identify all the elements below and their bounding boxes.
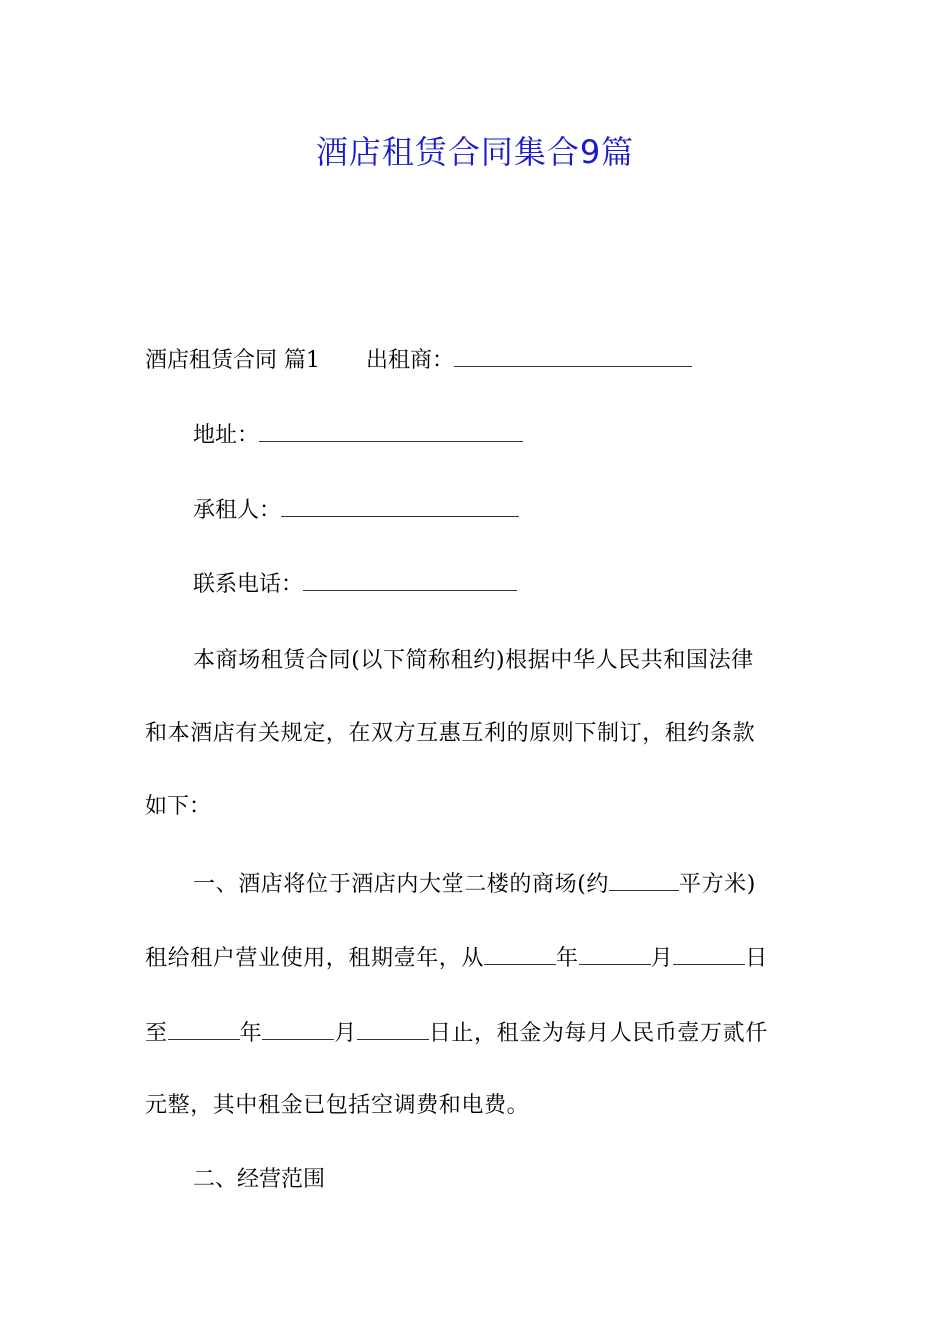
intro-line-2: 和本酒店有关规定，在双方互惠互利的原则下制订，租约条款: [145, 721, 756, 746]
end-month-blank: [262, 1015, 334, 1040]
clause1-line-1: [193, 866, 756, 902]
year-label: 年: [239, 1021, 263, 1046]
end-day-blank: [357, 1015, 429, 1040]
clause1-text: 至: [145, 1021, 168, 1046]
end-year-blank: [168, 1015, 240, 1040]
address-blank: [259, 417, 523, 442]
contract-header-line: [145, 342, 692, 378]
clause1-line-3: [145, 1015, 768, 1051]
start-year-blank: [484, 940, 556, 965]
address-line: [193, 417, 523, 453]
clause1-line-2: [145, 940, 768, 976]
clause1-text: 租给租户营业使用，租期壹年，从: [145, 946, 485, 971]
lessee-label: 承租人：: [193, 498, 282, 523]
lessor-label: 出租商：: [366, 348, 455, 373]
clause1-text: 日止，租金为每月人民币壹万贰仟: [428, 1021, 768, 1046]
clause1-text: 一、酒店将位于酒店内大堂二楼的商场(约: [193, 872, 609, 897]
intro-line-3: 如下：: [145, 794, 212, 819]
document-title: 酒店租赁合同集合9篇: [315, 133, 635, 171]
day-label: 日: [745, 946, 768, 971]
area-blank: [609, 866, 679, 891]
year-label: 年: [556, 946, 579, 971]
start-month-blank: [579, 940, 651, 965]
phone-label: 联系电话：: [193, 572, 304, 597]
clause2-heading: 二、经营范围: [193, 1167, 326, 1192]
lessor-blank: [454, 342, 692, 367]
clause1-line-4: 元整，其中租金已包括空调费和电费。: [145, 1093, 530, 1118]
intro-line-1: 本商场租赁合同(以下简称租约)根据中华人民共和国法律: [193, 648, 754, 673]
phone-blank: [303, 566, 517, 591]
phone-line: [193, 566, 517, 602]
clause1-text: 平方米): [678, 872, 756, 897]
lessee-blank: [281, 492, 519, 517]
start-day-blank: [673, 940, 745, 965]
section-label: 酒店租赁合同 篇1: [145, 348, 320, 373]
address-label: 地址：: [193, 423, 260, 448]
lessee-line: [193, 492, 519, 528]
month-label: 月: [334, 1021, 357, 1046]
month-label: 月: [650, 946, 674, 971]
